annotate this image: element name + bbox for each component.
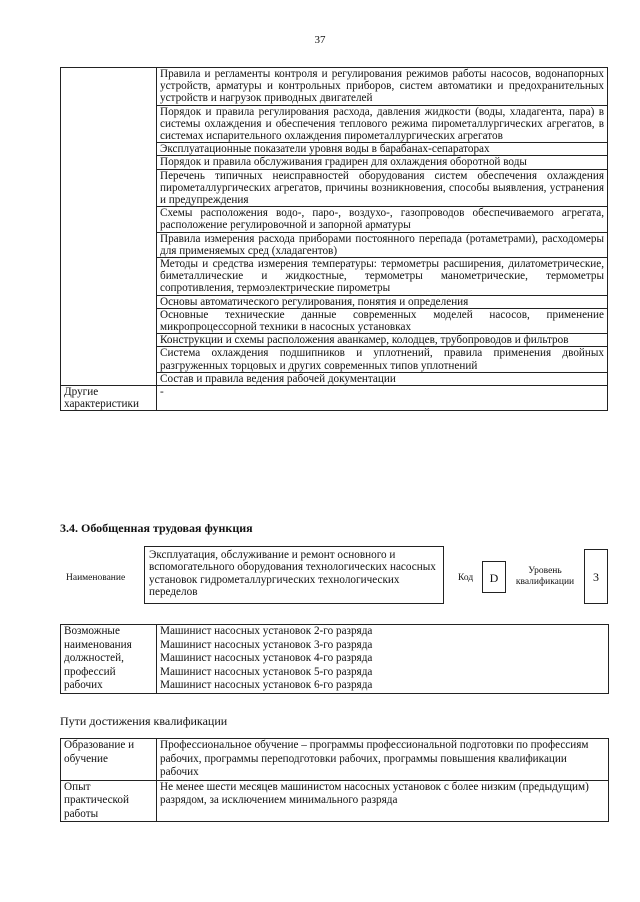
position-item: Машинист насосных установок 2-го разряда <box>160 625 373 637</box>
knowledge-item: Перечень типичных неисправностей оборудования систем обеспечения охлаждения пирометаллургических агрегатов, причины возникновения, способы выявления, устранения и предупреждения <box>157 169 608 207</box>
knowledge-item: Правила измерения расхода приборами постоянного перепада (ротаметрами), расходомеры для применяемых сред (хладагентов) <box>157 232 608 257</box>
knowledge-table <box>60 67 608 411</box>
position-item: Машинист насосных установок 6-го разряда <box>160 679 373 691</box>
knowledge-item: Правила и регламенты контроля и регулирования режимов работы насосов, водонапорных устройств, арматуры и контрольных приборов, систем автоматики и предохранительных устройств и нагрузок приводных двигателей <box>157 68 608 106</box>
qualification-paths-title: Пути достижения квалификации <box>60 714 228 728</box>
positions-label: Возможные наименования должностей, профессий рабочих <box>61 625 157 694</box>
education-label: Образование и обучение <box>61 739 157 781</box>
positions-list <box>157 625 609 694</box>
page-number: 37 <box>314 34 326 46</box>
gtf-code-value: D <box>482 561 506 593</box>
gtf-level-label: Уровень квалификации <box>515 566 575 587</box>
knowledge-item: Схемы расположения водо-, паро-, воздухо-, газопроводов обеспечиваемого агрегата, расположение регулировочной и запорной арматуры <box>157 207 608 232</box>
knowledge-item: Система охлаждения подшипников и уплотнений, правила применения двойных разгруженных торцовых и других современных типов уплотнений <box>157 347 608 372</box>
experience-value: Не менее шести месяцев машинистом насосных установок с более низким (предыдущим) разрядом, за исключением минимального разряда <box>157 780 609 822</box>
other-characteristics-label: Другие характеристики <box>61 386 157 411</box>
qualification-paths-table <box>60 738 609 822</box>
knowledge-item: Основы автоматического регулирования, понятия и определения <box>157 295 608 308</box>
knowledge-item: Эксплуатационные показатели уровня воды в барабанах-сепараторах <box>157 143 608 156</box>
knowledge-item: Методы и средства измерения температуры: термометры расширения, дилатометрические, биметаллические и жидкостные, термометры манометрические, термометры сопротивления, термоэлектрические пирометры <box>157 258 608 296</box>
position-item: Машинист насосных установок 3-го разряда <box>160 638 373 651</box>
knowledge-item: Состав и правила ведения рабочей документации <box>157 372 608 385</box>
education-value: Профессиональное обучение – программы профессиональной подготовки по профессиям рабочих, программы переподготовки рабочих, программы повышения квалификации рабочих <box>157 739 609 781</box>
knowledge-label-cell <box>61 68 157 386</box>
position-item: Машинист насосных установок 4-го разряда <box>160 652 373 664</box>
gtf-name-label: Наименование <box>66 573 126 583</box>
section-title: 3.4. Обобщенная трудовая функция <box>60 521 253 535</box>
gtf-level-value: 3 <box>584 549 608 604</box>
position-item: Машинист насосных установок 5-го разряда <box>160 665 373 678</box>
knowledge-item: Порядок и правила регулирования расхода, давления жидкости (воды, хладагента, пара) в системы охлаждения и обеспечения теплового режима пирометаллургических агрегатов, в системах испарительного охлаждения пирометаллургических агрегатов <box>157 105 608 143</box>
knowledge-item: Основные технические данные современных моделей насосов, применение микропроцессорной техники в насосных установках <box>157 308 608 333</box>
knowledge-item: Порядок и правила обслуживания градирен для охлаждения оборотной воды <box>157 156 608 169</box>
gtf-name-value: Эксплуатация, обслуживание и ремонт основного и вспомогательного оборудования технологических насосных установок гидрометаллургических технологических переделов <box>144 546 444 604</box>
other-characteristics-value: - <box>157 386 608 411</box>
experience-label: Опыт практической работы <box>61 780 157 822</box>
positions-table <box>60 624 609 694</box>
knowledge-item: Конструкции и схемы расположения аванкамер, колодцев, трубопроводов и фильтров <box>157 334 608 347</box>
gtf-code-label: Код <box>458 573 474 583</box>
